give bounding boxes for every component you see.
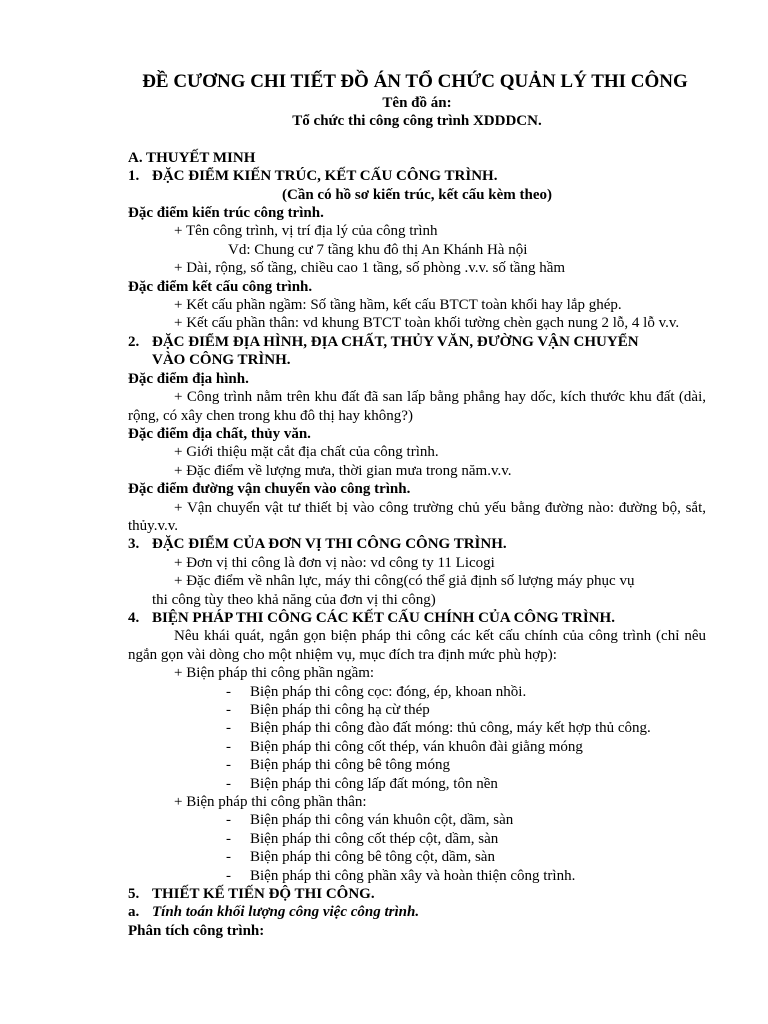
struct-subheading: Đặc điểm kết cấu công trình. [128, 278, 313, 295]
list-item-text: Biện pháp thi công ván khuôn cột, dầm, sàn [250, 812, 514, 829]
arch-line-2: + Dài, rộng, số tầng, chiều cao 1 tầng, số phòng .v.v. số tầng hầm [174, 260, 566, 277]
list-item [128, 719, 706, 737]
bullet-dash: - [226, 683, 231, 700]
geology-line-1: + Giới thiệu mặt cắt địa chất của công trình. [174, 444, 439, 461]
section-number: 4. [128, 609, 140, 626]
section-number: 1. [128, 168, 140, 185]
geology-subheading: Đặc điểm địa chất, thủy văn. [128, 425, 311, 442]
list-item-text: Biện pháp thi công cốt thép cột, dầm, sàn [250, 830, 499, 847]
section-1-note: (Cần có hồ sơ kiến trúc, kết cấu kèm theo) [282, 186, 552, 203]
list-item [128, 775, 706, 793]
struct-line-2: + Kết cấu phần thân: vd khung BTCT toàn khối tường chèn gạch nung 2 lỗ, 4 lỗ v.v. [174, 315, 680, 332]
list-item-text: Biện pháp thi công bê tông cột, dầm, sàn [250, 849, 495, 866]
section-1-heading [128, 167, 706, 185]
geology-line-2: + Đặc điểm về lượng mưa, thời gian mưa trong năm.v.v. [174, 462, 512, 479]
project-name: Tổ chức thi công công trình XDDDCN. [292, 113, 542, 130]
underground-list [128, 683, 706, 793]
section-title-line-2: VÀO CÔNG TRÌNH. [152, 352, 291, 369]
bullet-dash: - [226, 849, 231, 866]
list-item [128, 830, 706, 848]
section-3-heading [128, 535, 706, 553]
bullet-dash: - [226, 702, 231, 718]
list-item [128, 756, 706, 774]
arch-example: Vd: Chung cư 7 tầng khu đô thị An Khánh Hà nội [228, 241, 528, 258]
road-line-1: + Vận chuyển vật tư thiết bị vào công trường chủ yếu bằng đường nào: đường bộ, sắt, thủy.v.v. [128, 499, 706, 534]
arch-subheading: Đặc điểm kiến trúc công trình. [128, 205, 324, 222]
list-item-text: Biện pháp thi công cọc: đóng, ép, khoan nhồi. [250, 683, 527, 700]
bullet-dash: - [226, 757, 231, 774]
list-item-text: Biện pháp thi công hạ cừ thép [250, 702, 430, 718]
section-number: 3. [128, 536, 140, 553]
list-item-text: Biện pháp thi công lấp đất móng, tôn nền [250, 775, 498, 792]
list-item [128, 701, 706, 719]
bullet-dash: - [226, 720, 231, 737]
section-title: ĐẶC ĐIỂM CỦA ĐƠN VỊ THI CÔNG CÔNG TRÌNH. [152, 536, 507, 553]
section-title-line-1: ĐẶC ĐIỂM ĐỊA HÌNH, ĐỊA CHẤT, THỦY VĂN, ĐƯỜNG VẬN CHUYỂN [152, 333, 639, 350]
list-item [128, 738, 706, 756]
subsection-a-heading [128, 903, 706, 921]
list-item [128, 867, 706, 885]
project-label: Tên đồ án: [382, 95, 452, 111]
contractor-line-2a: + Đặc điểm về nhân lực, máy thi công(có thể giả định số lượng máy phục vụ [174, 573, 635, 590]
section-title: THIẾT KẾ TIẾN ĐỘ THI CÔNG. [152, 886, 375, 903]
struct-line-1: + Kết cấu phần ngầm: Số tầng hầm, kết cấu BTCT toàn khối hay lắp ghép. [174, 297, 622, 314]
section-title: BIỆN PHÁP THI CÔNG CÁC KẾT CẤU CHÍNH CỦA CÔNG TRÌNH. [152, 609, 615, 626]
list-item-text: Biện pháp thi công phần xây và hoàn thiện công trình. [250, 867, 576, 884]
subsection-letter: a. [128, 904, 140, 921]
body-subheading: + Biện pháp thi công phần thân: [174, 794, 367, 811]
list-item [128, 811, 706, 829]
document-title: ĐỀ CƯƠNG CHI TIẾT ĐỒ ÁN TỔ CHỨC QUẢN LÝ THI CÔNG [142, 71, 688, 92]
bullet-dash: - [226, 738, 231, 755]
section-a-heading: A. THUYẾT MINH [128, 149, 256, 166]
contractor-line-1: + Đơn vị thi công là đơn vị nào: vd công ty 11 Licogi [174, 554, 495, 571]
section-number: 2. [128, 333, 140, 350]
section-2-heading [128, 333, 706, 370]
body-list [128, 811, 706, 885]
contractor-line-2b: thi công tùy theo khả năng của đơn vị thi công) [152, 591, 436, 608]
method-intro: Nêu khái quát, ngắn gọn biện pháp thi công các kết cấu chính của công trình (chỉ nêu ngắn gọn vài dòng cho một nhiệm vụ, mục đích tra định mức phù hợp): [128, 628, 706, 663]
bullet-dash: - [226, 830, 231, 847]
section-5-heading [128, 885, 706, 903]
list-item [128, 683, 706, 701]
section-title: ĐẶC ĐIỂM KIẾN TRÚC, KẾT CẤU CÔNG TRÌNH. [152, 168, 498, 185]
list-item-text: Biện pháp thi công cốt thép, ván khuôn đài giằng móng [250, 738, 583, 755]
analysis-heading: Phân tích công trình: [128, 922, 265, 939]
spacer [128, 131, 706, 149]
underground-subheading: + Biện pháp thi công phần ngầm: [174, 665, 375, 682]
road-subheading: Đặc điểm đường vận chuyển vào công trình. [128, 481, 411, 498]
subsection-title: Tính toán khối lượng công việc công trình. [152, 904, 420, 921]
bullet-dash: - [226, 867, 231, 884]
section-4-heading [128, 609, 706, 627]
terrain-line-1: + Công trình nằm trên khu đất đã san lấp bằng phẳng hay dốc, kích thước khu đất (dài, rộng, có xây chen trong khu đô thị hay không?) [128, 389, 706, 424]
bullet-dash: - [226, 812, 231, 829]
arch-line-1: + Tên công trình, vị trí địa lý của công trình [174, 223, 438, 240]
list-item-text: Biện pháp thi công đào đất móng: thủ công, máy kết hợp thủ công. [250, 720, 651, 737]
bullet-dash: - [226, 775, 231, 792]
section-number: 5. [128, 886, 140, 903]
document-page [128, 70, 706, 940]
list-item-text: Biện pháp thi công bê tông móng [250, 757, 450, 774]
terrain-subheading: Đặc điểm địa hình. [128, 370, 249, 387]
section-title [152, 333, 706, 370]
list-item [128, 848, 706, 866]
